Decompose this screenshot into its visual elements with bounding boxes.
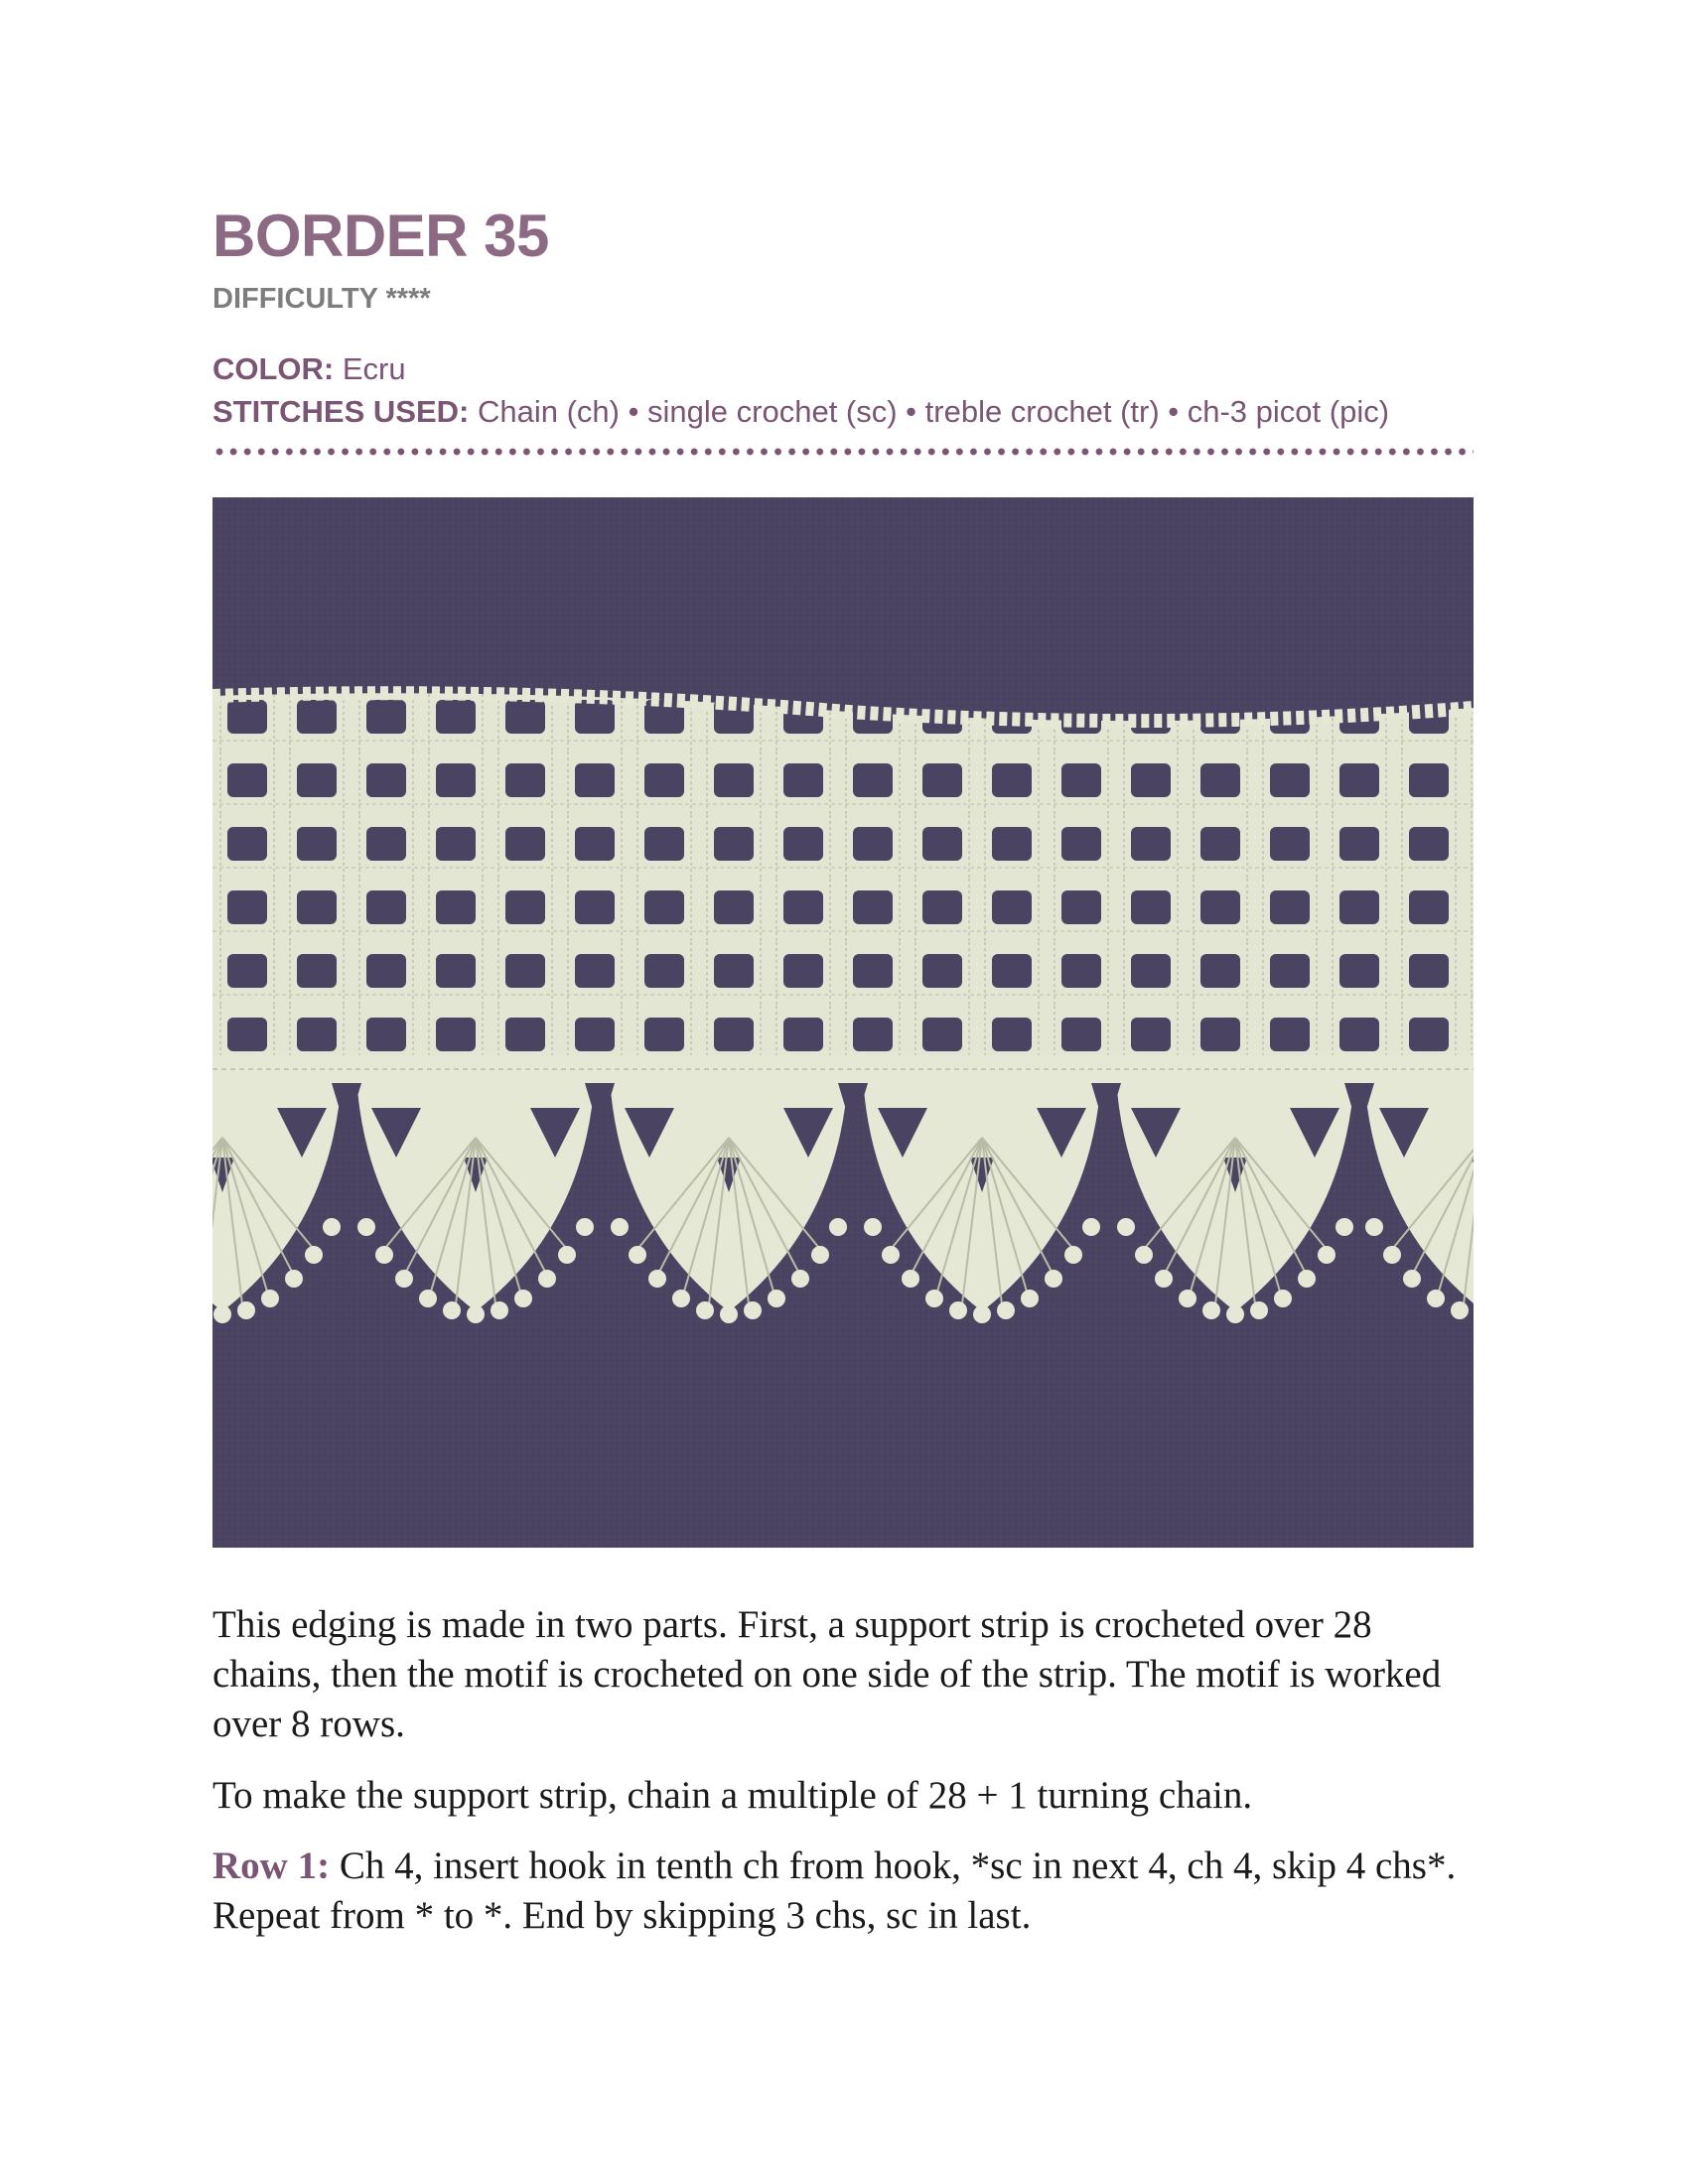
lace-border-photo bbox=[212, 497, 1474, 1548]
color-label: COLOR: bbox=[212, 351, 335, 386]
page-title: BORDER 35 bbox=[212, 203, 549, 269]
support-strip-paragraph: To make the support strip, chain a multiple of 28 + 1 turning chain. bbox=[212, 1774, 1253, 1817]
dotted-divider bbox=[212, 446, 1474, 458]
color-line bbox=[212, 353, 406, 384]
row-1-label: Row 1: bbox=[212, 1844, 331, 1887]
stitches-label: STITCHES USED: bbox=[212, 394, 470, 429]
row-1-text: Ch 4, insert hook in tenth ch from hook, *sc in next 4, ch 4, skip 4 chs*. Repeat from * to *. End by skipping 3 chs, sc in last. bbox=[212, 1844, 1457, 1937]
lace-illustration bbox=[212, 497, 1474, 1548]
difficulty-rating: DIFFICULTY **** bbox=[212, 283, 431, 315]
intro-paragraph: This edging is made in two parts. First, a support strip is crocheted over 28 chains, then the motif is crocheted on one side of the strip. The motif is worked over 8 rows. bbox=[212, 1603, 1442, 1745]
row-1-paragraph bbox=[212, 1842, 1474, 1941]
color-value: Ecru bbox=[334, 351, 406, 386]
stitches-line bbox=[212, 396, 1389, 427]
stitches-value: Chain (ch) • single crochet (sc) • treble crochet (tr) • ch-3 picot (pic) bbox=[469, 394, 1390, 429]
